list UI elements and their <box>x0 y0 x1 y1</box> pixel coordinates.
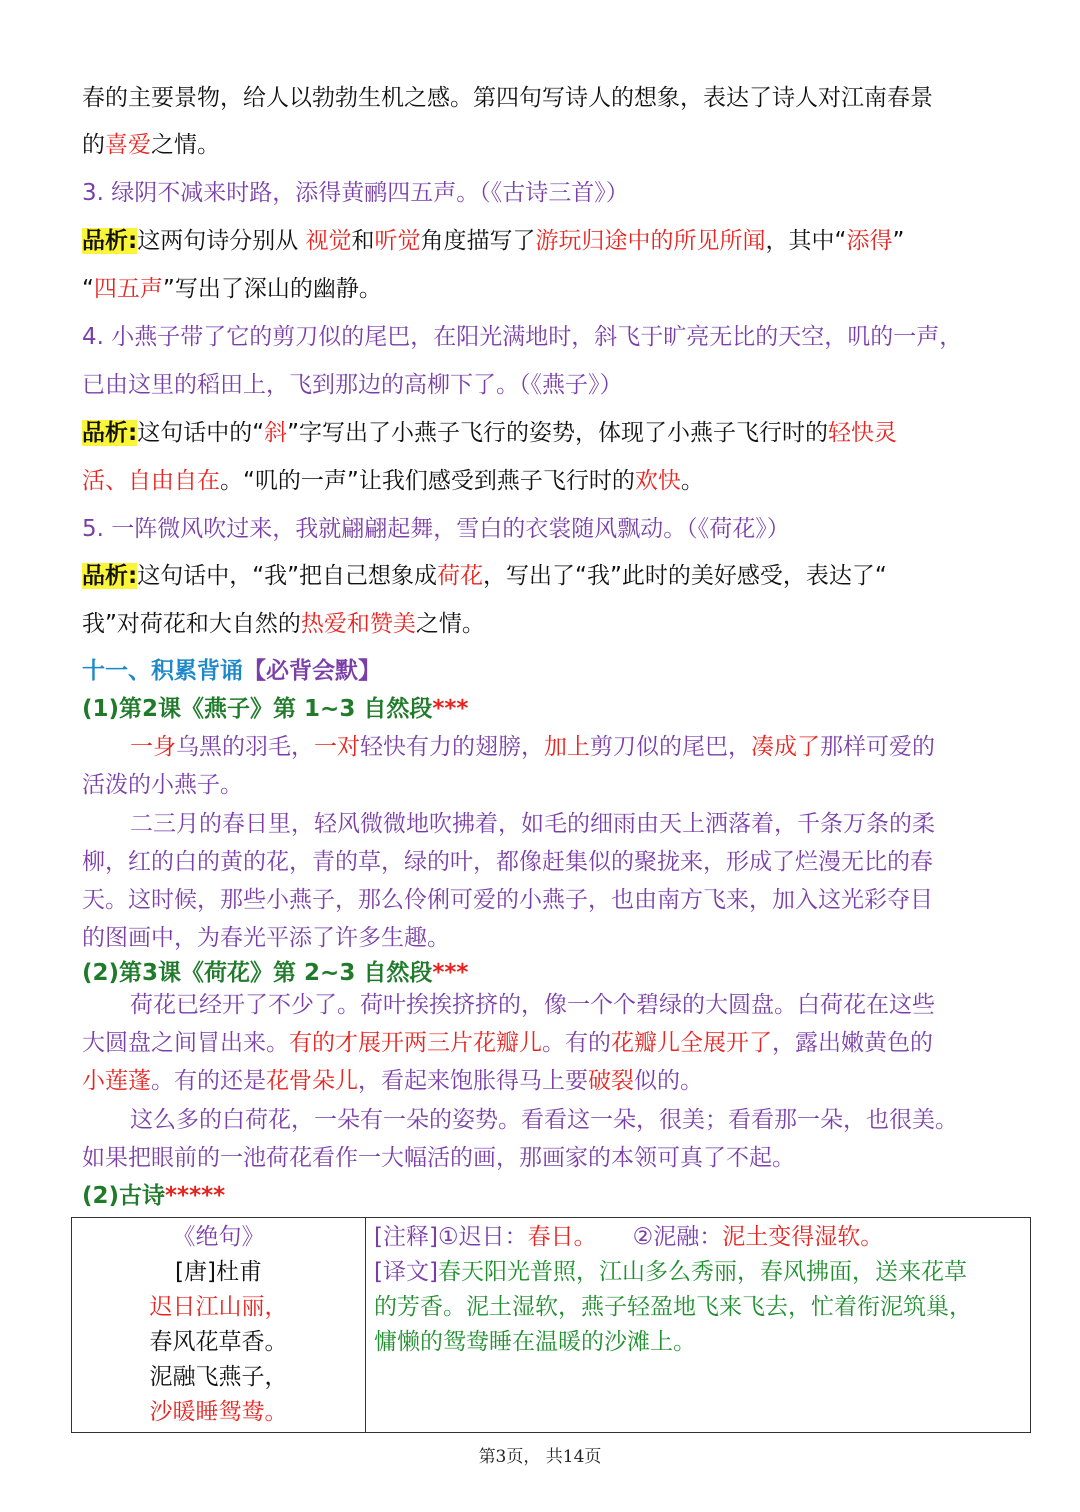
poem-line-1: 迟日江山丽， <box>149 1294 288 1320</box>
poem-title: 《绝句》 <box>172 1224 265 1250</box>
item3-analysis-line-1: 品析:这两句诗分别从 视觉和听觉角度描写了游玩归途中的所见所闻，其中“添得” <box>82 228 905 254</box>
poem-line-3: 泥融飞燕子， <box>149 1364 288 1390</box>
analysis-label: 品析: <box>82 563 138 589</box>
item5-analysis-line-2: 我”对荷花和大自然的热爱和赞美之情。 <box>82 611 485 637</box>
sub2-para1-line-2: 大圆盘之间冒出来。有的才展开两三片花瓣儿。有的花瓣儿全展开了，露出嫩黄色的 <box>82 1030 933 1056</box>
translation-line-2: 的芳香。泥土湿软，燕子轻盈地飞来飞去，忙着衔泥筑巢， <box>374 1294 972 1320</box>
sub2-para2-line-1: 这么多的白荷花，一朵有一朵的姿势。看看这一朵，很美；看看那一朵，也很美。 <box>130 1107 958 1133</box>
analysis-label: 品析: <box>82 420 138 446</box>
sub1-para1-line-1: 一身乌黑的羽毛，一对轻快有力的翅膀，加上剪刀似的尾巴，凑成了那样可爱的 <box>130 734 935 760</box>
item3-sentence: 3. 绿阴不减来时路，添得黄鹂四五声。（《古诗三首》） <box>82 180 629 206</box>
sub1-para2-line-3: 天。这时候，那些小燕子，那么伶俐可爱的小燕子，也由南方飞来，加入这光彩夺目 <box>82 887 933 913</box>
item3-analysis-line-2: “四五声”写出了深山的幽静。 <box>82 276 382 302</box>
sub2-para1-line-3: 小莲蓬。有的还是花骨朵儿，看起来饱胀得马上要破裂似的。 <box>82 1068 703 1094</box>
item4-analysis-line-1: 品析:这句话中的“斜”字写出了小燕子飞行的姿势，体现了小燕子飞行时的轻快灵 <box>82 420 898 446</box>
poem-line-4: 沙暖睡鸳鸯。 <box>149 1399 288 1425</box>
poem-table <box>71 1217 1031 1433</box>
item5-sentence: 5. 一阵微风吹过来，我就翩翩起舞，雪白的衣裳随风飘动。（《荷花》） <box>82 516 790 542</box>
item5-analysis-line-1: 品析:这句话中，“我”把自己想象成荷花，写出了“我”此时的美好感受，表达了“ <box>82 563 887 589</box>
sub1-para1-line-2: 活泼的小燕子。 <box>82 772 243 798</box>
sub1-title: (1)第2课《燕子》第 1~3 自然段*** <box>82 696 469 722</box>
intro-line-2: 的喜爱之情。 <box>82 132 220 158</box>
translation-line-3: 慵懒的鸳鸯睡在温暖的沙滩上。 <box>374 1329 696 1355</box>
sub2-para2-line-2: 如果把眼前的一池荷花看作一大幅活的画，那画家的本领可真了不起。 <box>82 1145 795 1171</box>
annotation-cell <box>366 1218 1031 1433</box>
importance-stars: *** <box>432 696 469 722</box>
item4-sentence-line-1: 4. 小燕子带了它的剪刀似的尾巴，在阳光满地时，斜飞于旷亮无比的天空，叽的一声， <box>82 324 963 350</box>
poem-author: [唐]杜甫 <box>175 1259 262 1285</box>
poem-line-2: 春风花草香。 <box>149 1329 288 1355</box>
sub2-para1-line-1: 荷花已经开了不少了。荷叶挨挨挤挤的，像一个个碧绿的大圆盘。白荷花在这些 <box>130 992 935 1018</box>
annotation-line: [注释]①迟日：春日。 ②泥融：泥土变得湿软。 <box>374 1224 884 1250</box>
sub2-title: (2)第3课《荷花》第 2~3 自然段*** <box>82 960 469 986</box>
poem-cell <box>72 1218 366 1433</box>
sub1-para2-line-4: 的图画中，为春光平添了许多生趣。 <box>82 925 450 951</box>
intro-line-1: 春的主要景物，给人以勃勃生机之感。第四句写诗人的想象，表达了诗人对江南春景 <box>82 85 933 111</box>
section-heading: 十一、积累背诵【必背会默】 <box>82 658 381 684</box>
sub3-title: (2)古诗***** <box>82 1183 226 1209</box>
page-number: 第3页， 共14页 <box>478 1447 602 1467</box>
analysis-label: 品析: <box>82 228 138 254</box>
importance-stars: ***** <box>165 1183 226 1209</box>
importance-stars: *** <box>432 960 469 986</box>
sub1-para2-line-1: 二三月的春日里，轻风微微地吹拂着，如毛的细雨由天上洒落着，千条万条的柔 <box>130 811 935 837</box>
item4-analysis-line-2: 活、自由自在。“叽的一声”让我们感受到燕子飞行时的欢快。 <box>82 468 704 494</box>
item4-sentence-line-2: 已由这里的稻田上，飞到那边的高柳下了。（《燕子》） <box>82 372 623 398</box>
translation-line-1: [译文]春天阳光普照，江山多么秀丽，春风拂面，送来花草 <box>374 1259 967 1285</box>
sub1-para2-line-2: 柳，红的白的黄的花，青的草，绿的叶，都像赶集似的聚拢来，形成了烂漫无比的春 <box>82 849 933 875</box>
